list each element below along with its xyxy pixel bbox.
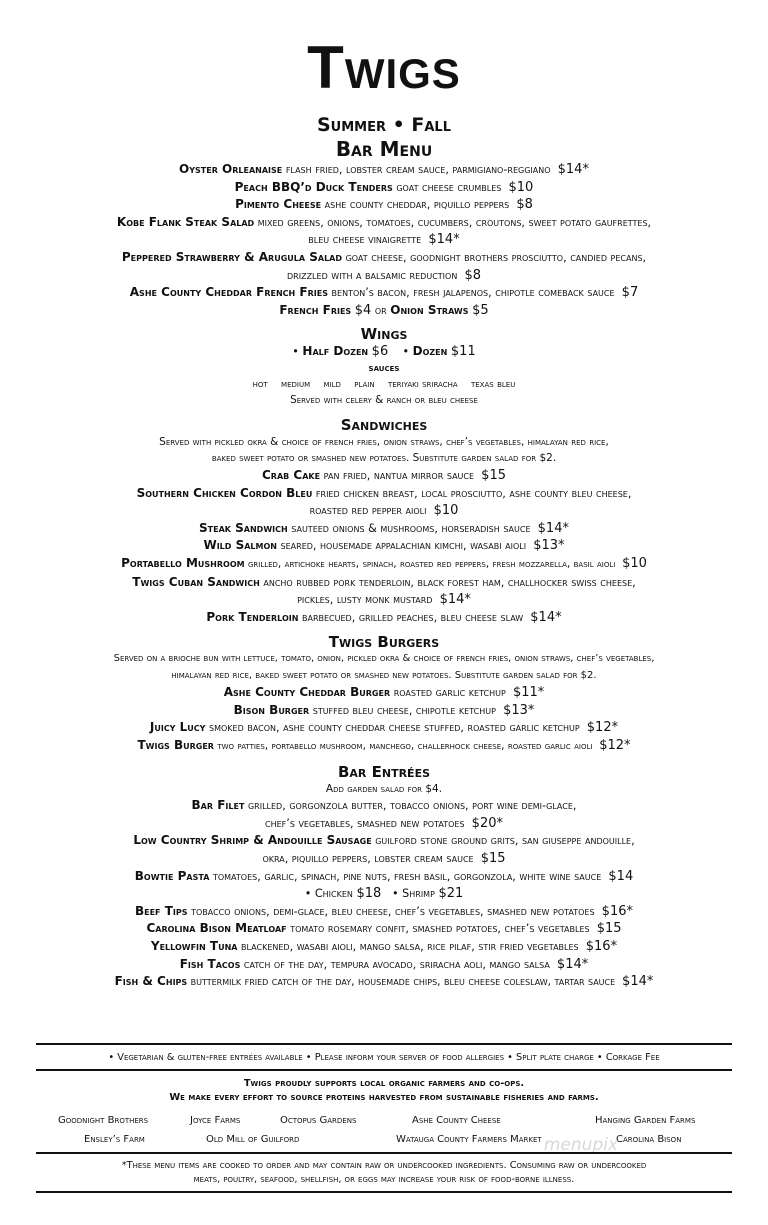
menu-item: Bowtie Pasta tomatoes, garlic, spinach, pine nuts, fresh basil, gorgonzola, white wine sauce $14 (134, 868, 634, 884)
sandwiches-intro: Served with pickled okra & choice of french fries, onion straws, chef’s vegetables, himalayan red rice, (159, 435, 609, 448)
menu-item: Kobe Flank Steak Salad mixed greens, onions, tomatoes, cucumbers, croutons, sweet potato gaufrettes, (116, 214, 652, 229)
menu-item: Beef Tips tobacco onions, demi-glace, bleu cheese, chef’s vegetables, smashed new potatoes $16* (134, 903, 633, 919)
menu-item: Fish & Chips buttermilk fried catch of the day, housemade chips, bleu cheese coleslaw, tartar sauce $14* (114, 974, 654, 990)
bar-items (0, 161, 768, 319)
farm-name: Watauga County Farmers Market (396, 1134, 542, 1145)
farm-name: Ashe County Cheese (412, 1115, 501, 1126)
farm-name: Goodnight Brothers (58, 1115, 149, 1126)
menu-item: Southern Chicken Cordon Bleu fried chicken breast, local prosciutto, ashe county bleu cheese, (136, 485, 632, 500)
farm-name: Carolina Bison (616, 1134, 682, 1145)
pasta-addons: • Chicken $18 • Shrimp $21 (304, 886, 464, 902)
menu-item-cont: roasted red pepper aioli $10 (309, 503, 459, 519)
burgers-intro: himalayan red rice, baked sweet potato or smashed new potatoes. Substitute garden salad for $2. (171, 669, 597, 681)
burgers-intro: Served on a brioche bun with lettuce, tomato, onion, pickled okra & choice of french fries, onion straws, chef’s vegetables, (113, 653, 655, 665)
menu-item: Portabello Mushroom grilled, artichoke hearts, spinach, roasted red peppers, fresh mozzarella, basil aioli $10 (121, 555, 647, 571)
wings-sizes: • Half Dozen $6 • Dozen $11 (292, 344, 476, 360)
sandwiches-intro: baked sweet potato or smashed new potatoes. Substitute garden salad for $2. (211, 452, 557, 465)
menu-item: Crab Cake pan fried, nantua mirror sauce $15 (262, 467, 506, 483)
menu-item: Oyster Orleanaise flash fried, lobster cream sauce, parmigiano-reggiano $14* (179, 162, 589, 177)
wings-served: Served with celery & ranch or bleu cheese (290, 394, 478, 407)
menu-item-cont: chef’s vegetables, smashed new potatoes $20* (265, 815, 503, 831)
support-line: Twigs proudly supports local organic farmers and co-ops. (243, 1078, 525, 1089)
menu-item: Pimento Cheese ashe county cheddar, piquillo peppers $8 (235, 197, 533, 213)
menu-item: Carolina Bison Meatloaf tomato rosemary confit, smashed potatoes, chef’s vegetables $15 (146, 921, 622, 937)
farm-name: Octopus Gardens (280, 1115, 357, 1126)
support-line: We make every effort to source proteins harvested from sustainable fisheries and farms. (169, 1092, 599, 1103)
menu-item: Peach BBQ’d Duck Tenders goat cheese crumbles $10 (234, 179, 534, 195)
fries-line: French Fries $4 or Onion Straws $5 (279, 302, 489, 318)
divider (36, 1043, 732, 1045)
menu-item: Bar Filet grilled, gorgonzola butter, tobacco onions, port wine demi-glace, (191, 798, 577, 813)
menu-item: Ashe County Cheddar Burger roasted garlic ketchup $11* (223, 685, 545, 701)
divider (36, 1191, 732, 1193)
menu-item: Ashe County Cheddar French Fries benton’s bacon, fresh jalapenos, chipotle comeback sauce $7 (129, 285, 639, 301)
menu-item-cont: okra, piquillo peppers, lobster cream sauce $15 (262, 850, 506, 866)
entrees-heading: Bar Entrées (337, 762, 430, 781)
menu-item-cont: pickles, lusty monk mustard $14* (297, 592, 471, 608)
menu-item-cont: bleu cheese vinaigrette $14* (308, 232, 460, 248)
menu-item: Yellowfin Tuna blackened, wasabi aioli, mango salsa, rice pilaf, stir fried vegetables $16* (150, 938, 618, 954)
menu-item: Twigs Cuban Sandwich ancho rubbed pork tenderloin, black forest ham, challhocker swiss cheese, (132, 574, 636, 589)
farm-name: Joyce Farms (190, 1115, 241, 1126)
divider (36, 1069, 732, 1071)
entrees-intro: Add garden salad for $4. (325, 782, 443, 795)
watermark: menupix (543, 1135, 618, 1155)
farm-name: Hanging Garden Farms (595, 1115, 696, 1126)
sauces-list: hot medium mild plain teriyaki sriracha texas bleu (252, 377, 516, 390)
sauces-label: sauces (368, 362, 400, 374)
burgers-heading: Twigs Burgers (328, 633, 440, 652)
menu-item: Bison Burger stuffed bleu cheese, chipotle ketchup $13* (233, 702, 535, 718)
menu-item: Steak Sandwich sauteed onions & mushrooms, horseradish sauce $14* (199, 520, 569, 536)
dietary-notes: • Vegetarian & gluten-free entrées available • Please inform your server of food allergies • Split plate charge • Corkage Fee (108, 1052, 660, 1063)
menu-heading: Bar Menu (335, 137, 433, 161)
season-subtitle: Summer • Fall (317, 114, 451, 136)
restaurant-title: Twigs (307, 34, 461, 101)
disclaimer: meats, poultry, seafood, shellfish, or eggs may increase your risk of food-borne illness. (193, 1174, 575, 1185)
menu-item: Wild Salmon seared, housemade appalachian kimchi, wasabi aioli $13* (203, 538, 565, 554)
farm-name: Ensley’s Farm (84, 1134, 145, 1145)
menu-item-cont: drizzled with a balsamic reduction $8 (287, 267, 481, 283)
menu-item: Juicy Lucy smoked bacon, ashe county cheddar cheese stuffed, roasted garlic ketchup $12* (149, 720, 619, 736)
farm-name: Old Mill of Guilford (206, 1134, 300, 1145)
menu-item: Pork Tenderloin barbecued, grilled peaches, bleu cheese slaw $14* (206, 609, 562, 625)
sandwiches-heading: Sandwiches (340, 415, 428, 434)
menu-item: Fish Tacos catch of the day, tempura avocado, sriracha aoli, mango salsa $14* (179, 956, 589, 972)
divider (36, 1152, 732, 1154)
menu-item: Peppered Strawberry & Arugula Salad goat cheese, goodnight brothers prosciutto, candied pecans, (121, 249, 647, 264)
menu-item: Low Country Shrimp & Andouille Sausage guilford stone ground grits, san giuseppe andouille, (133, 833, 635, 848)
disclaimer: *These menu items are cooked to order and may contain raw or undercooked ingredients. Consuming raw or undercooked (121, 1160, 647, 1171)
wings-heading: Wings (360, 325, 408, 344)
menu-item: Twigs Burger two patties, portabello mushroom, manchego, challerhock cheese, roasted garlic aioli $12* (137, 738, 631, 754)
